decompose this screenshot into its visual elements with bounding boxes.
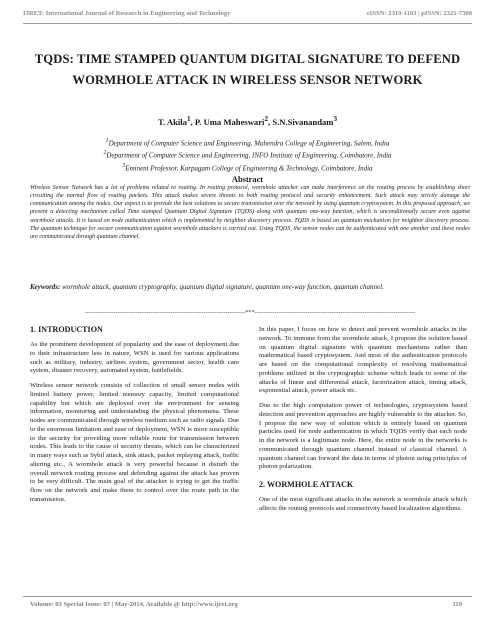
journal-name: IJRET: International Journal of Research in Engineering and Technology <box>23 10 231 17</box>
header-divider <box>23 23 472 24</box>
title-line-2: WORMHOLE ATTACK IN WIRELESS SENSOR NETWORK <box>72 73 423 87</box>
affiliations <box>20 136 475 173</box>
page-number: 119 <box>452 601 462 608</box>
author-3: S.N.Sivanandam <box>272 116 334 127</box>
author-1: T. Akila <box>157 116 187 127</box>
issn: eISSN: 2319-1163 | pISSN: 2321-7308 <box>366 10 472 17</box>
footer-volume: Volume: 03 Special Issue: 07 | May-2014, Available @ http://www.ijret.org <box>30 601 238 608</box>
section-separator: -------------------------------------------------------------------------***------------------------------------------------------------------------- <box>84 310 416 316</box>
keywords <box>30 280 470 295</box>
abstract-body: Wireless Sensor Network has a lot of problems related to routing. In routing protocol, wormhole attacker can make interference on the routing process by establishing short circuiting the normal flow of routing packets. This attack makes severe threats to both routing protocol and security enhancement. Such attack may strictly damage the communication among the nodes. Our aspect is to provide the best solutions to secure transmission over the network by using quantum cryptosystem. In this proposed approach, we present a detecting mechanism called Time stamped Quantum Digital Signature (TQDS) along with quantum one-way function, which is unconditionally secure even against wormhole attacks. It is based on node authentication which is implemented by neighbor discovery process. TQDS is based on quantum mechanism for neighbor discovery process. The quantum technique for secure communication against wormhole attackers is carried out. Using TQDS, the sensor nodes can be authenticated with one another and these nodes are communicated through quantum channel. <box>30 185 470 240</box>
author-list: T. Akila$^1$, P. Uma Maheswari$^2$, S.N.Sivanandam$^3$ <box>157 115 338 127</box>
author-3-sup: 3 <box>333 115 338 123</box>
keywords-label: Keywords: <box>30 283 61 291</box>
author-2-sup: 2 <box>264 115 269 123</box>
right-paragraph-1: In this paper, I focus on how to detect and prevent wormhole attacks in the network. To immune from the wormhole attack, I propose the solution based on quantum digital signature with quantum mechanisms rather than mathematical based cryptosystem. And most of the authentication protocols are based on the computational complexity of resolving mathematical problems utilized in the cryptographic scheme which leads to some of the attacks of linear and differential attack, factorization attack, timing attack, exponential attack, power attack etc. <box>259 326 467 395</box>
title-line-1: TQDS: TIME STAMPED QUANTUM DIGITAL SIGNATURE TO DEFEND <box>34 52 461 66</box>
abstract-heading: Abstract <box>231 175 264 184</box>
wormhole-paragraph-1: One of the most significant attacks in the network is wormhole attack which affects the routing protocols and connectivity based localization algorithms. <box>259 496 467 512</box>
affiliation-2: $^2$Department of Computer Science and Engineering, INFO Institute of Engineering, Coimbatore, India <box>103 150 392 160</box>
affiliation-3: $^3$Eminent Professor, Karpagam College of Engineering & Technology, Coimbatore, India <box>122 162 373 172</box>
intro-paragraph-1: As the prominent development of popularity and the ease of deployment due to their infrastructure less in nature, WSN is used for various applications such as military, industry, airlines system, government sector, health care system, disaster recovery, automated system, battlefields. <box>30 341 239 375</box>
running-footer <box>30 601 462 608</box>
section-heading-introduction: 1. INTRODUCTION <box>30 325 103 334</box>
section-heading-wormhole: 2. WORMHOLE ATTACK <box>259 480 354 489</box>
right-column <box>259 326 467 520</box>
keywords-text: wormhole attack, quantum cryptography, quantum digital signature, quantum one-way function, quantum channel. <box>60 283 384 291</box>
paper-title <box>20 49 475 91</box>
right-paragraph-2: Due to the high computation power of technologies, cryptosystem based detection and prevention approaches are highly vulnerable to the attacker. So, I propose the new way of solution which is entirely based on quantum particles used for node authentication in which TQDS verify that each node in the network is a legitimate node. Here, the entire node in the networks is communicated through quantum channel instead of classical channel. A quantum channel can forward the data in terms of photon using principles of photon polarization. <box>259 402 467 471</box>
author-1-sup: 1 <box>186 115 191 123</box>
running-header <box>23 10 472 17</box>
intro-paragraph-2: Wireless sensor network consists of collection of small sensor nodes with limited battery power, limited memory capacity, limited computational capability but which are deployed over the environment for sensing information, monitoring and understanding the physical phenomena. These nodes are communicated through wireless medium such as radio signals. Due to the enormous limitation and ease of deployment, WSN is more susceptible to the security for providing more reliable route for transmission between nodes. This leads to the cause of security threats, which can be characterized in many ways such as Sybil attack, sink attack, packet replaying attack, traffic altering etc., A wormhole attack is very powerful because it disturb the overall network routing process and defending against the attack has proven to be very difficult. The main goal of the attacker is trying to get the traffic flow on the network and make them to control over the route path in the transmission. <box>30 382 239 503</box>
affiliation-1: $^1$Department of Computer Science and Engineering, Mahendra College of Engineering, Salem, India <box>105 138 390 148</box>
left-column <box>30 325 239 511</box>
author-2: P. Uma Maheswari <box>194 116 265 127</box>
footer-divider <box>23 596 472 597</box>
